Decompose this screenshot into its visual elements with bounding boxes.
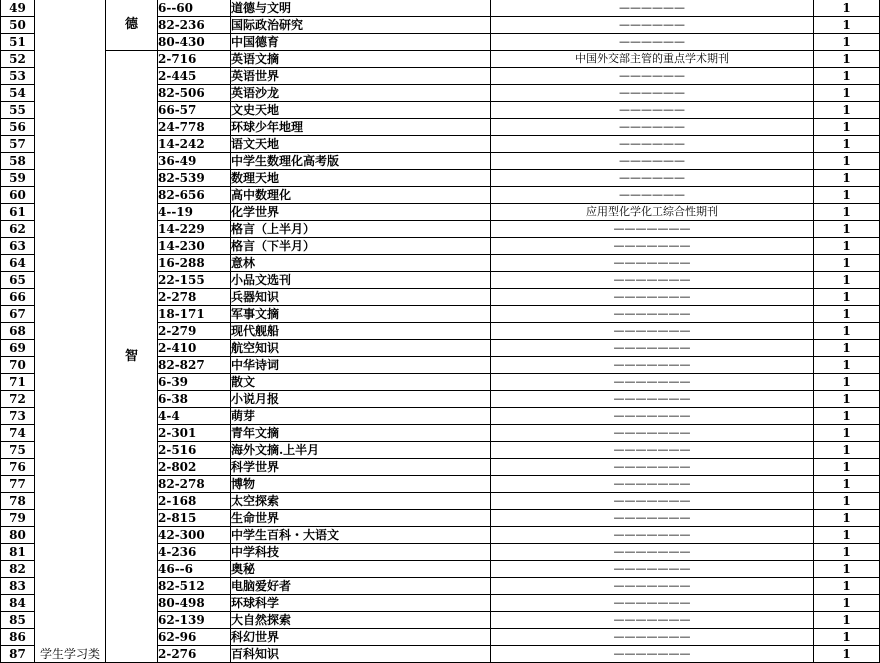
quantity: 1 xyxy=(814,578,880,595)
row-number: 59 xyxy=(1,170,35,187)
magazine-name: 兵器知识 xyxy=(231,289,491,306)
row-number: 58 xyxy=(1,153,35,170)
row-number: 84 xyxy=(1,595,35,612)
remark: ——————— xyxy=(491,493,814,510)
postal-code: 82-656 xyxy=(158,187,231,204)
remark: ——————— xyxy=(491,357,814,374)
row-number: 67 xyxy=(1,306,35,323)
remark: 中国外交部主管的重点学术期刊 xyxy=(491,51,814,68)
row-number: 55 xyxy=(1,102,35,119)
row-number: 83 xyxy=(1,578,35,595)
row-number: 74 xyxy=(1,425,35,442)
table-body xyxy=(1,0,880,663)
magazine-name: 文史天地 xyxy=(231,102,491,119)
magazine-name: 化学世界 xyxy=(231,204,491,221)
postal-code: 2-445 xyxy=(158,68,231,85)
row-number: 51 xyxy=(1,34,35,51)
remark: —————— xyxy=(491,85,814,102)
postal-code: 2-168 xyxy=(158,493,231,510)
category-cell: 学生学习类 xyxy=(35,0,106,663)
remark: ——————— xyxy=(491,476,814,493)
magazine-name: 英语沙龙 xyxy=(231,85,491,102)
magazine-name: 太空探索 xyxy=(231,493,491,510)
quantity: 1 xyxy=(814,408,880,425)
remark: —————— xyxy=(491,34,814,51)
row-number: 87 xyxy=(1,646,35,663)
magazine-name: 电脑爱好者 xyxy=(231,578,491,595)
magazine-name: 散文 xyxy=(231,374,491,391)
table-row xyxy=(1,0,880,17)
postal-code: 2-276 xyxy=(158,646,231,663)
row-number: 63 xyxy=(1,238,35,255)
row-number: 78 xyxy=(1,493,35,510)
remark: ——————— xyxy=(491,595,814,612)
quantity: 1 xyxy=(814,34,880,51)
row-number: 64 xyxy=(1,255,35,272)
quantity: 1 xyxy=(814,561,880,578)
row-number: 56 xyxy=(1,119,35,136)
quantity: 1 xyxy=(814,357,880,374)
magazine-name: 国际政治研究 xyxy=(231,17,491,34)
quantity: 1 xyxy=(814,391,880,408)
quantity: 1 xyxy=(814,85,880,102)
quantity: 1 xyxy=(814,204,880,221)
row-number: 82 xyxy=(1,561,35,578)
quantity: 1 xyxy=(814,272,880,289)
quantity: 1 xyxy=(814,629,880,646)
row-number: 69 xyxy=(1,340,35,357)
remark: ——————— xyxy=(491,323,814,340)
remark: —————— xyxy=(491,68,814,85)
quantity: 1 xyxy=(814,255,880,272)
quantity: 1 xyxy=(814,102,880,119)
quantity: 1 xyxy=(814,119,880,136)
quantity: 1 xyxy=(814,306,880,323)
postal-code: 2-279 xyxy=(158,323,231,340)
remark: ——————— xyxy=(491,544,814,561)
quantity: 1 xyxy=(814,544,880,561)
remark: —————— xyxy=(491,0,814,17)
magazine-name: 中华诗词 xyxy=(231,357,491,374)
quantity: 1 xyxy=(814,612,880,629)
magazine-name: 语文天地 xyxy=(231,136,491,153)
remark: —————— xyxy=(491,136,814,153)
row-number: 60 xyxy=(1,187,35,204)
remark: ——————— xyxy=(491,561,814,578)
row-number: 70 xyxy=(1,357,35,374)
postal-code: 2-815 xyxy=(158,510,231,527)
postal-code: 36-49 xyxy=(158,153,231,170)
row-number: 57 xyxy=(1,136,35,153)
quantity: 1 xyxy=(814,51,880,68)
quantity: 1 xyxy=(814,170,880,187)
remark: ——————— xyxy=(491,459,814,476)
quantity: 1 xyxy=(814,221,880,238)
magazine-name: 英语文摘 xyxy=(231,51,491,68)
magazine-name: 奥秘 xyxy=(231,561,491,578)
remark: ——————— xyxy=(491,374,814,391)
magazine-name: 小说月报 xyxy=(231,391,491,408)
postal-code: 2-278 xyxy=(158,289,231,306)
postal-code: 62-139 xyxy=(158,612,231,629)
magazine-name: 大自然探索 xyxy=(231,612,491,629)
remark: ——————— xyxy=(491,221,814,238)
remark: ——————— xyxy=(491,510,814,527)
postal-code: 4-236 xyxy=(158,544,231,561)
row-number: 72 xyxy=(1,391,35,408)
row-number: 53 xyxy=(1,68,35,85)
postal-code: 6-38 xyxy=(158,391,231,408)
row-number: 65 xyxy=(1,272,35,289)
postal-code: 6--60 xyxy=(158,0,231,17)
quantity: 1 xyxy=(814,595,880,612)
magazine-name: 青年文摘 xyxy=(231,425,491,442)
remark: ——————— xyxy=(491,238,814,255)
postal-code: 2-516 xyxy=(158,442,231,459)
row-number: 61 xyxy=(1,204,35,221)
postal-code: 4-4 xyxy=(158,408,231,425)
magazine-name: 中学生数理化高考版 xyxy=(231,153,491,170)
remark: ——————— xyxy=(491,527,814,544)
magazine-name: 数理天地 xyxy=(231,170,491,187)
postal-code: 16-288 xyxy=(158,255,231,272)
quantity: 1 xyxy=(814,646,880,663)
postal-code: 14-229 xyxy=(158,221,231,238)
remark: ——————— xyxy=(491,612,814,629)
remark: ——————— xyxy=(491,340,814,357)
row-number: 76 xyxy=(1,459,35,476)
quantity: 1 xyxy=(814,442,880,459)
quantity: 1 xyxy=(814,238,880,255)
table-row xyxy=(1,51,880,68)
magazine-name: 中学科技 xyxy=(231,544,491,561)
remark: 应用型化学化工综合性期刊 xyxy=(491,204,814,221)
remark: ——————— xyxy=(491,289,814,306)
subcategory-cell: 智 xyxy=(106,51,158,663)
postal-code: 14-242 xyxy=(158,136,231,153)
row-number: 49 xyxy=(1,0,35,17)
quantity: 1 xyxy=(814,374,880,391)
row-number: 54 xyxy=(1,85,35,102)
magazine-name: 中学生百科・大语文 xyxy=(231,527,491,544)
quantity: 1 xyxy=(814,425,880,442)
magazine-name: 百科知识 xyxy=(231,646,491,663)
postal-code: 2-802 xyxy=(158,459,231,476)
magazine-name: 格言（上半月） xyxy=(231,221,491,238)
row-number: 79 xyxy=(1,510,35,527)
row-number: 52 xyxy=(1,51,35,68)
row-number: 80 xyxy=(1,527,35,544)
magazine-name: 军事文摘 xyxy=(231,306,491,323)
magazine-name: 格言（下半月） xyxy=(231,238,491,255)
magazine-name: 现代舰船 xyxy=(231,323,491,340)
postal-code: 82-827 xyxy=(158,357,231,374)
quantity: 1 xyxy=(814,510,880,527)
row-number: 50 xyxy=(1,17,35,34)
magazine-name: 科幻世界 xyxy=(231,629,491,646)
magazine-name: 意林 xyxy=(231,255,491,272)
remark: —————— xyxy=(491,119,814,136)
row-number: 73 xyxy=(1,408,35,425)
postal-code: 66-57 xyxy=(158,102,231,119)
quantity: 1 xyxy=(814,476,880,493)
row-number: 62 xyxy=(1,221,35,238)
magazine-name: 航空知识 xyxy=(231,340,491,357)
magazine-name: 高中数理化 xyxy=(231,187,491,204)
quantity: 1 xyxy=(814,323,880,340)
remark: ——————— xyxy=(491,442,814,459)
postal-code: 2-301 xyxy=(158,425,231,442)
postal-code: 2-716 xyxy=(158,51,231,68)
magazine-name: 环球少年地理 xyxy=(231,119,491,136)
remark: —————— xyxy=(491,187,814,204)
quantity: 1 xyxy=(814,527,880,544)
remark: —————— xyxy=(491,170,814,187)
postal-code: 82-278 xyxy=(158,476,231,493)
magazine-name: 道德与文明 xyxy=(231,0,491,17)
magazine-name: 环球科学 xyxy=(231,595,491,612)
row-number: 81 xyxy=(1,544,35,561)
postal-code: 4--19 xyxy=(158,204,231,221)
magazine-name: 海外文摘.上半月 xyxy=(231,442,491,459)
row-number: 85 xyxy=(1,612,35,629)
row-number: 75 xyxy=(1,442,35,459)
row-number: 77 xyxy=(1,476,35,493)
postal-code: 82-512 xyxy=(158,578,231,595)
row-number: 68 xyxy=(1,323,35,340)
quantity: 1 xyxy=(814,136,880,153)
remark: ——————— xyxy=(491,629,814,646)
quantity: 1 xyxy=(814,17,880,34)
remark: ——————— xyxy=(491,408,814,425)
postal-code: 22-155 xyxy=(158,272,231,289)
magazine-name: 生命世界 xyxy=(231,510,491,527)
remark: ——————— xyxy=(491,272,814,289)
remark: —————— xyxy=(491,17,814,34)
postal-code: 14-230 xyxy=(158,238,231,255)
postal-code: 18-171 xyxy=(158,306,231,323)
postal-code: 62-96 xyxy=(158,629,231,646)
remark: ——————— xyxy=(491,255,814,272)
quantity: 1 xyxy=(814,493,880,510)
magazine-name: 英语世界 xyxy=(231,68,491,85)
postal-code: 82-506 xyxy=(158,85,231,102)
remark: ——————— xyxy=(491,425,814,442)
postal-code: 46--6 xyxy=(158,561,231,578)
postal-code: 82-539 xyxy=(158,170,231,187)
postal-code: 80-430 xyxy=(158,34,231,51)
postal-code: 42-300 xyxy=(158,527,231,544)
postal-code: 80-498 xyxy=(158,595,231,612)
row-number: 66 xyxy=(1,289,35,306)
row-number: 86 xyxy=(1,629,35,646)
magazine-name: 中国德育 xyxy=(231,34,491,51)
magazine-name: 萌芽 xyxy=(231,408,491,425)
remark: —————— xyxy=(491,102,814,119)
postal-code: 82-236 xyxy=(158,17,231,34)
magazine-name: 小品文选刊 xyxy=(231,272,491,289)
magazine-name: 博物 xyxy=(231,476,491,493)
magazine-name: 科学世界 xyxy=(231,459,491,476)
quantity: 1 xyxy=(814,0,880,17)
postal-code: 6-39 xyxy=(158,374,231,391)
quantity: 1 xyxy=(814,340,880,357)
postal-code: 24-778 xyxy=(158,119,231,136)
subcategory-cell: 德 xyxy=(106,0,158,51)
quantity: 1 xyxy=(814,459,880,476)
remark: —————— xyxy=(491,153,814,170)
remark: ——————— xyxy=(491,391,814,408)
postal-code: 2-410 xyxy=(158,340,231,357)
quantity: 1 xyxy=(814,153,880,170)
quantity: 1 xyxy=(814,289,880,306)
remark: ——————— xyxy=(491,306,814,323)
remark: ——————— xyxy=(491,578,814,595)
remark: ——————— xyxy=(491,646,814,663)
quantity: 1 xyxy=(814,68,880,85)
row-number: 71 xyxy=(1,374,35,391)
quantity: 1 xyxy=(814,187,880,204)
